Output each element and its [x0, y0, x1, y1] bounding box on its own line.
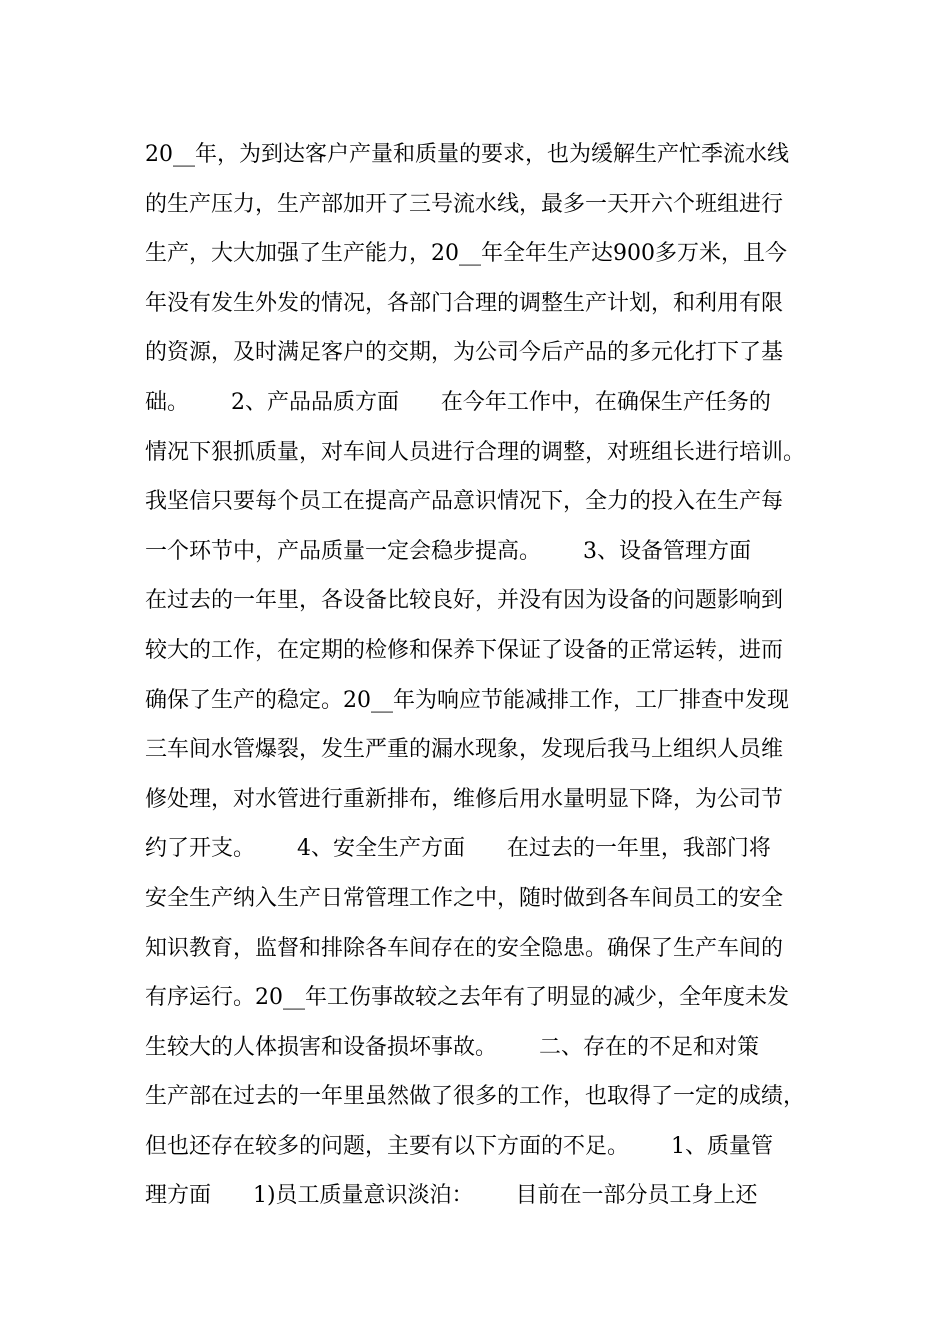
- text-line: 我坚信只要每个员工在提高产品意识情况下，全力的投入在生产每: [145, 489, 784, 515]
- text-line: 理方面 1)员工质量意识淡泊： 目前在一部分员工身上还: [145, 1183, 758, 1209]
- text-line: 但也还存在较多的问题，主要有以下方面的不足。 1、质量管: [145, 1133, 773, 1159]
- text-line: 础。 2、产品品质方面 在今年工作中，在确保生产任务的: [145, 389, 771, 415]
- text-line: 修处理，对水管进行重新排布，维修后用水量明显下降，为公司节: [145, 786, 784, 812]
- text-line: 20__年，为到达客户产量和质量的要求，也为缓解生产忙季流水线: [145, 142, 789, 167]
- text-line: 在过去的一年里，各设备比较良好，并没有因为设备的问题影响到: [145, 588, 784, 614]
- text-line: 确保了生产的稳定。20__年为响应节能减排工作，工厂排查中发现: [145, 687, 789, 713]
- text-line: 三车间水管爆裂，发生严重的漏水现象，发现后我马上组织人员维: [145, 737, 784, 763]
- text-line: 年没有发生外发的情况，各部门合理的调整生产计划，和利用有限: [145, 290, 784, 316]
- text-line: 安全生产纳入生产日常管理工作之中，随时做到各车间员工的安全: [145, 885, 784, 911]
- body-text: [145, 130, 845, 1221]
- text-line: 知识教育，监督和排除各车间存在的安全隐患。确保了生产车间的: [145, 935, 784, 961]
- text-line: 生产部在过去的一年里虽然做了很多的工作，也取得了一定的成绩，: [145, 1084, 806, 1110]
- text-line: 情况下狠抓质量，对车间人员进行合理的调整，对班组长进行培训。: [145, 439, 806, 465]
- text-line: 生较大的人体损害和设备损坏事故。 二、存在的不足和对策: [145, 1034, 759, 1060]
- text-line: 有序运行。20__年工伤事故较之去年有了明显的减少，全年度未发: [145, 985, 789, 1011]
- text-line: 一个环节中，产品质量一定会稳步提高。 3、设备管理方面: [145, 538, 751, 564]
- text-line: 较大的工作，在定期的检修和保养下保证了设备的正常运转，进而: [145, 637, 784, 663]
- text-line: 的生产压力，生产部加开了三号流水线，最多一天开六个班组进行: [145, 191, 784, 217]
- text-line: 生产，大大加强了生产能力，20__年全年生产达900多万米，且今: [145, 241, 787, 267]
- text-line: 的资源，及时满足客户的交期，为公司今后产品的多元化打下了基: [145, 340, 784, 366]
- text-line: 约了开支。 4、安全生产方面 在过去的一年里，我部门将: [145, 836, 771, 862]
